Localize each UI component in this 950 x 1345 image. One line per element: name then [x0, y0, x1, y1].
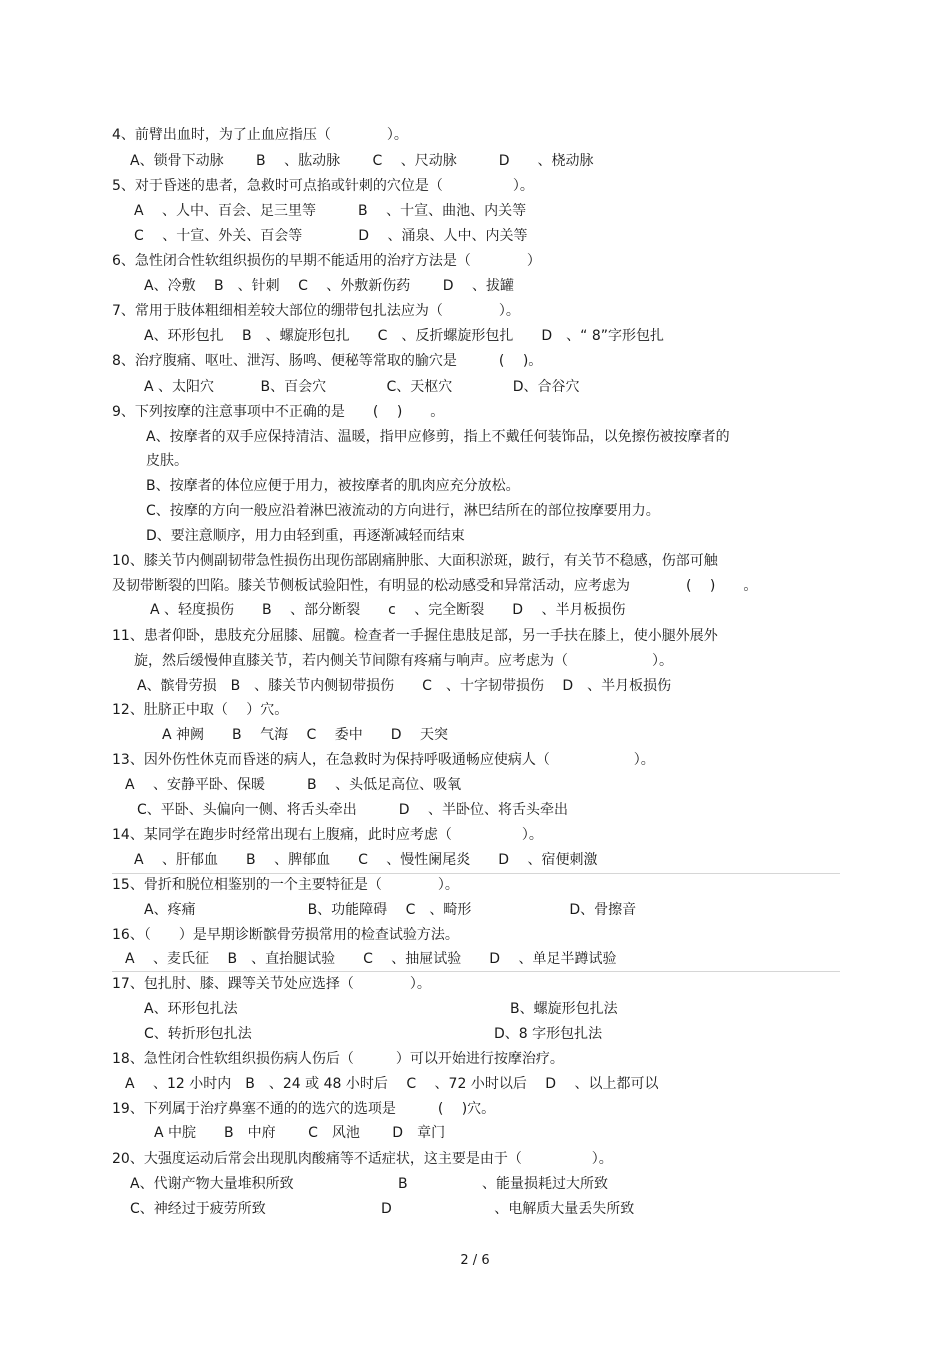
q17-option-c: C、转折形包扎法: [144, 1026, 252, 1042]
q15-stem: 15、骨折和脱位相鉴别的一个主要特征是（ ）。: [112, 877, 459, 893]
q6-stem: 6、急性闭合性软组织损伤的早期不能适用的治疗方法是（ ）: [112, 253, 541, 269]
q5-options-ab: A 、人中、百会、足三里等 B 、十宣、曲池、内关等: [134, 203, 527, 219]
q10-options: A 、轻度损伤 B 、部分断裂 c 、完全断裂 D 、半月板损伤: [150, 602, 626, 618]
q20-stem: 20、大强度运动后常会出现肌肉酸痛等不适症状，这主要是由于（ ）。: [112, 1151, 613, 1167]
q4-stem: 4、前臂出血时，为了止血应指压（ ）。: [112, 127, 408, 143]
q20-option-b: B 、能量损耗过大所致: [398, 1176, 609, 1192]
q17-option-b: B、螺旋形包扎法: [510, 1001, 618, 1017]
q8-stem: 8、治疗腹痛、呕吐、泄泻、肠鸣、便秘等常取的腧穴是 ( )。: [112, 353, 543, 369]
q5-options-cd: C 、十宣、外关、百会等 D 、涌泉、人中、内关等: [134, 228, 528, 244]
q7-options: A、环形包扎 B 、螺旋形包扎 C 、反折螺旋形包扎 D 、“ 8”字形包扎: [144, 328, 665, 344]
q18-options: A 、12 小时内 B 、24 或 48 小时后 C 、72 小时以后 D 、以上都可以: [125, 1076, 659, 1092]
q17-option-a: A、环形包扎法: [144, 1001, 238, 1017]
q16-options: A 、麦氏征 B 、直抬腿试验 C 、抽屉试验 D 、单足半蹲试验: [125, 951, 617, 967]
q4-options: A、锁骨下动脉 B 、肱动脉 C 、尺动脉 D 、桡动脉: [130, 153, 594, 169]
q19-stem: 19、下列属于治疗鼻塞不通的的选穴的选项是 ( )穴。: [112, 1101, 496, 1117]
q7-stem: 7、常用于肢体粗细相差较大部位的绷带包扎法应为（ ）。: [112, 303, 520, 319]
q10-stem-1: 10、膝关节内侧副韧带急性损伤出现伤部剧痛肿胀、大面积淤斑，跛行，有关节不稳感，伤部可触: [112, 553, 718, 569]
q13-options-cd: C、平卧、头偏向一侧、将舌头牵出 D 、半卧位、将舌头牵出: [137, 802, 569, 818]
q9-option-d: D、要注意顺序，用力由轻到重，再逐渐减轻而结束: [146, 528, 465, 544]
q8-options: A 、太阳穴 B、百会穴 C、天枢穴 D、合谷穴: [144, 379, 580, 395]
q11-options: A、髌骨劳损 B 、膝关节内侧韧带损伤 C 、十字韧带损伤 D 、半月板损伤: [137, 678, 672, 694]
q17-stem: 17、包扎肘、膝、踝等关节处应选择（ ）。: [112, 976, 431, 992]
q12-stem: 12、肚脐正中取（ ）穴。: [112, 702, 289, 718]
q20-option-c: C、神经过于疲劳所致: [130, 1201, 266, 1217]
divider-line: [112, 873, 840, 874]
q9-option-c: C、按摩的方向一般应沿着淋巴液流动的方向进行，淋巴结所在的部位按摩要用力。: [146, 503, 660, 519]
q13-stem: 13、因外伤性休克而昏迷的病人，在急救时为保持呼吸通畅应使病人（ ）。: [112, 752, 655, 768]
q9-option-a: A、按摩者的双手应保持清洁、温暖，指甲应修剪，指上不戴任何装饰品，以免擦伤被按摩者的: [146, 429, 730, 445]
q9-stem: 9、下列按摩的注意事项中不正确的是 ( ) 。: [112, 404, 445, 420]
q12-options: A 神阙 B 气海 C 委中 D 天突: [162, 727, 448, 743]
q20-option-a: A、代谢产物大量堆积所致: [130, 1176, 294, 1192]
q11-stem-1: 11、患者仰卧，患肢充分屈膝、屈髋。检查者一手握住患肢足部，另一手扶在膝上，使小腿外展外: [112, 628, 718, 644]
q13-options-ab: A 、安静平卧、保暖 B 、头低足高位、吸氧: [125, 777, 462, 793]
q6-options: A、冷敷 B 、针刺 C 、外敷新伤药 D 、拔罐: [144, 278, 514, 294]
q9-option-b: B、按摩者的体位应便于用力，被按摩者的肌肉应充分放松。: [146, 478, 520, 494]
page-number: 2 / 6: [460, 1253, 490, 1268]
q18-stem: 18、急性闭合性软组织损伤病人伤后（ ）可以开始进行按摩治疗。: [112, 1051, 564, 1067]
q16-stem: 16、（ ）是早期诊断髌骨劳损常用的检查试验方法。: [112, 927, 459, 943]
q5-stem: 5、对于昏迷的患者，急救时可点掐或针刺的穴位是（ ）。: [112, 178, 534, 194]
q19-options: A 中脘 B 中府 C 风池 D 章门: [154, 1125, 446, 1141]
q10-stem-2: 及韧带断裂的凹陷。膝关节侧板试验阳性，有明显的松动感受和异常活动，应考虑为 ( ) 。: [112, 578, 758, 594]
divider-line: [112, 971, 840, 972]
q17-option-d: D、8 字形包扎法: [494, 1026, 603, 1042]
q11-stem-2: 旋，然后缓慢伸直膝关节，若内侧关节间隙有疼痛与响声。应考虑为（ ）。: [134, 653, 673, 669]
q14-options: A 、肝郁血 B 、脾郁血 C 、慢性阑尾炎 D 、宿便刺激: [134, 852, 598, 868]
q9-option-a-cont: 皮肤。: [146, 453, 188, 469]
q14-stem: 14、某同学在跑步时经常出现右上腹痛，此时应考虑（ ）。: [112, 827, 543, 843]
q15-options: A、疼痛 B、功能障碍 C 、畸形 D、骨擦音: [144, 902, 637, 918]
q20-option-d: D 、电解质大量丢失所致: [381, 1201, 635, 1217]
